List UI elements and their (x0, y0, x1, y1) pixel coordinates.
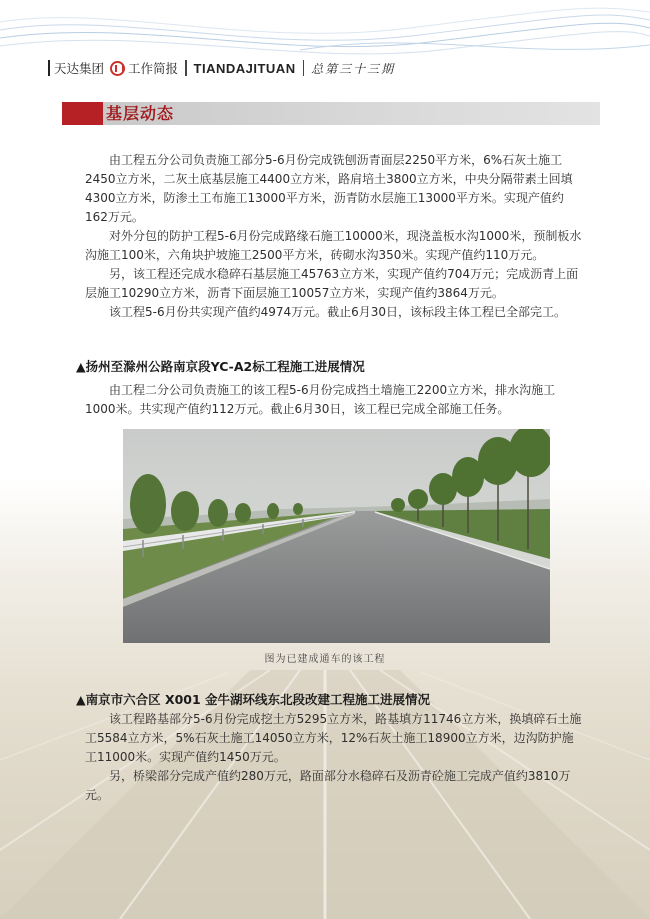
article-block-1 (85, 151, 585, 322)
paragraph: 另，桥梁部分完成产值约280万元，路面部分水稳碎石及沥青砼施工完成产值约3810万元。 (85, 769, 571, 802)
road-photo (123, 429, 550, 643)
brand-name: TIANDAJITUAN (193, 60, 296, 76)
paragraph: 由工程二分公司负责施工的该工程5-6月份完成挡土墙施工2200立方米，排水沟施工1000米。共实现产值约112万元。截止6月30日，该工程已完成全部施工任务。 (85, 383, 556, 416)
company-logo-icon (110, 61, 125, 76)
section-accent-block (62, 102, 103, 125)
header-divider (185, 60, 187, 76)
issue-number: 总第三十三期 (311, 61, 396, 76)
header-divider (303, 60, 305, 76)
paragraph: 对外分包的防护工程5-6月份完成路缘石施工10000米，现浇盖板水沟1000米，预制板水沟施工100米，六角块护坡施工2500平方米，砖砌水沟350米。实现产值约110万元。 (85, 229, 582, 262)
photo-caption: 图为已建成通车的该工程 (264, 654, 386, 665)
paragraph: 该工程5-6月份共实现产值约4974万元。截止6月30日，该标段主体工程已全部完工。 (109, 305, 567, 319)
subsection-title-1: ▲扬州至滁州公路南京段YC-A2标工程施工进展情况 (76, 359, 365, 374)
subsection-title-2: ▲南京市六合区 X001 金牛湖环线东北段改建工程施工进展情况 (76, 692, 431, 707)
paragraph: 由工程五分公司负责施工部分5-6月份完成铣刨沥青面层2250平方米，6%石灰土施工2450立方米，二灰土底基层施工4400立方米，路肩培土3800立方米，中央分隔带素土回填4300立方米，防渗土工布施工13000平方米，沥青防水层施工13000平方米。实现产值约162万元。 (85, 153, 573, 224)
road-photo-illustration (123, 429, 550, 643)
article-block-2 (85, 381, 585, 419)
section-header (62, 102, 600, 125)
newsletter-name: 工作简报 (128, 61, 179, 76)
page-header (48, 57, 395, 79)
paragraph: 该工程路基部分5-6月份完成挖土方5295立方米，路基填方11746立方米，换填碎石土施工5584立方米，5%石灰土施工14050立方米，12%石灰土施工18900立方米，边沟防护施工11000米。实现产值约1450万元。 (85, 712, 582, 764)
header-left-bar (48, 60, 50, 76)
company-name: 天达集团 (54, 61, 105, 76)
paragraph: 另，该工程还完成水稳碎石基层施工45763立方米，实现产值约704万元；完成沥青上面层施工10290立方米，沥青下面层施工10057立方米，实现产值约3864万元。 (85, 267, 579, 300)
section-title: 基层动态 (106, 104, 175, 123)
article-block-3 (85, 710, 585, 805)
